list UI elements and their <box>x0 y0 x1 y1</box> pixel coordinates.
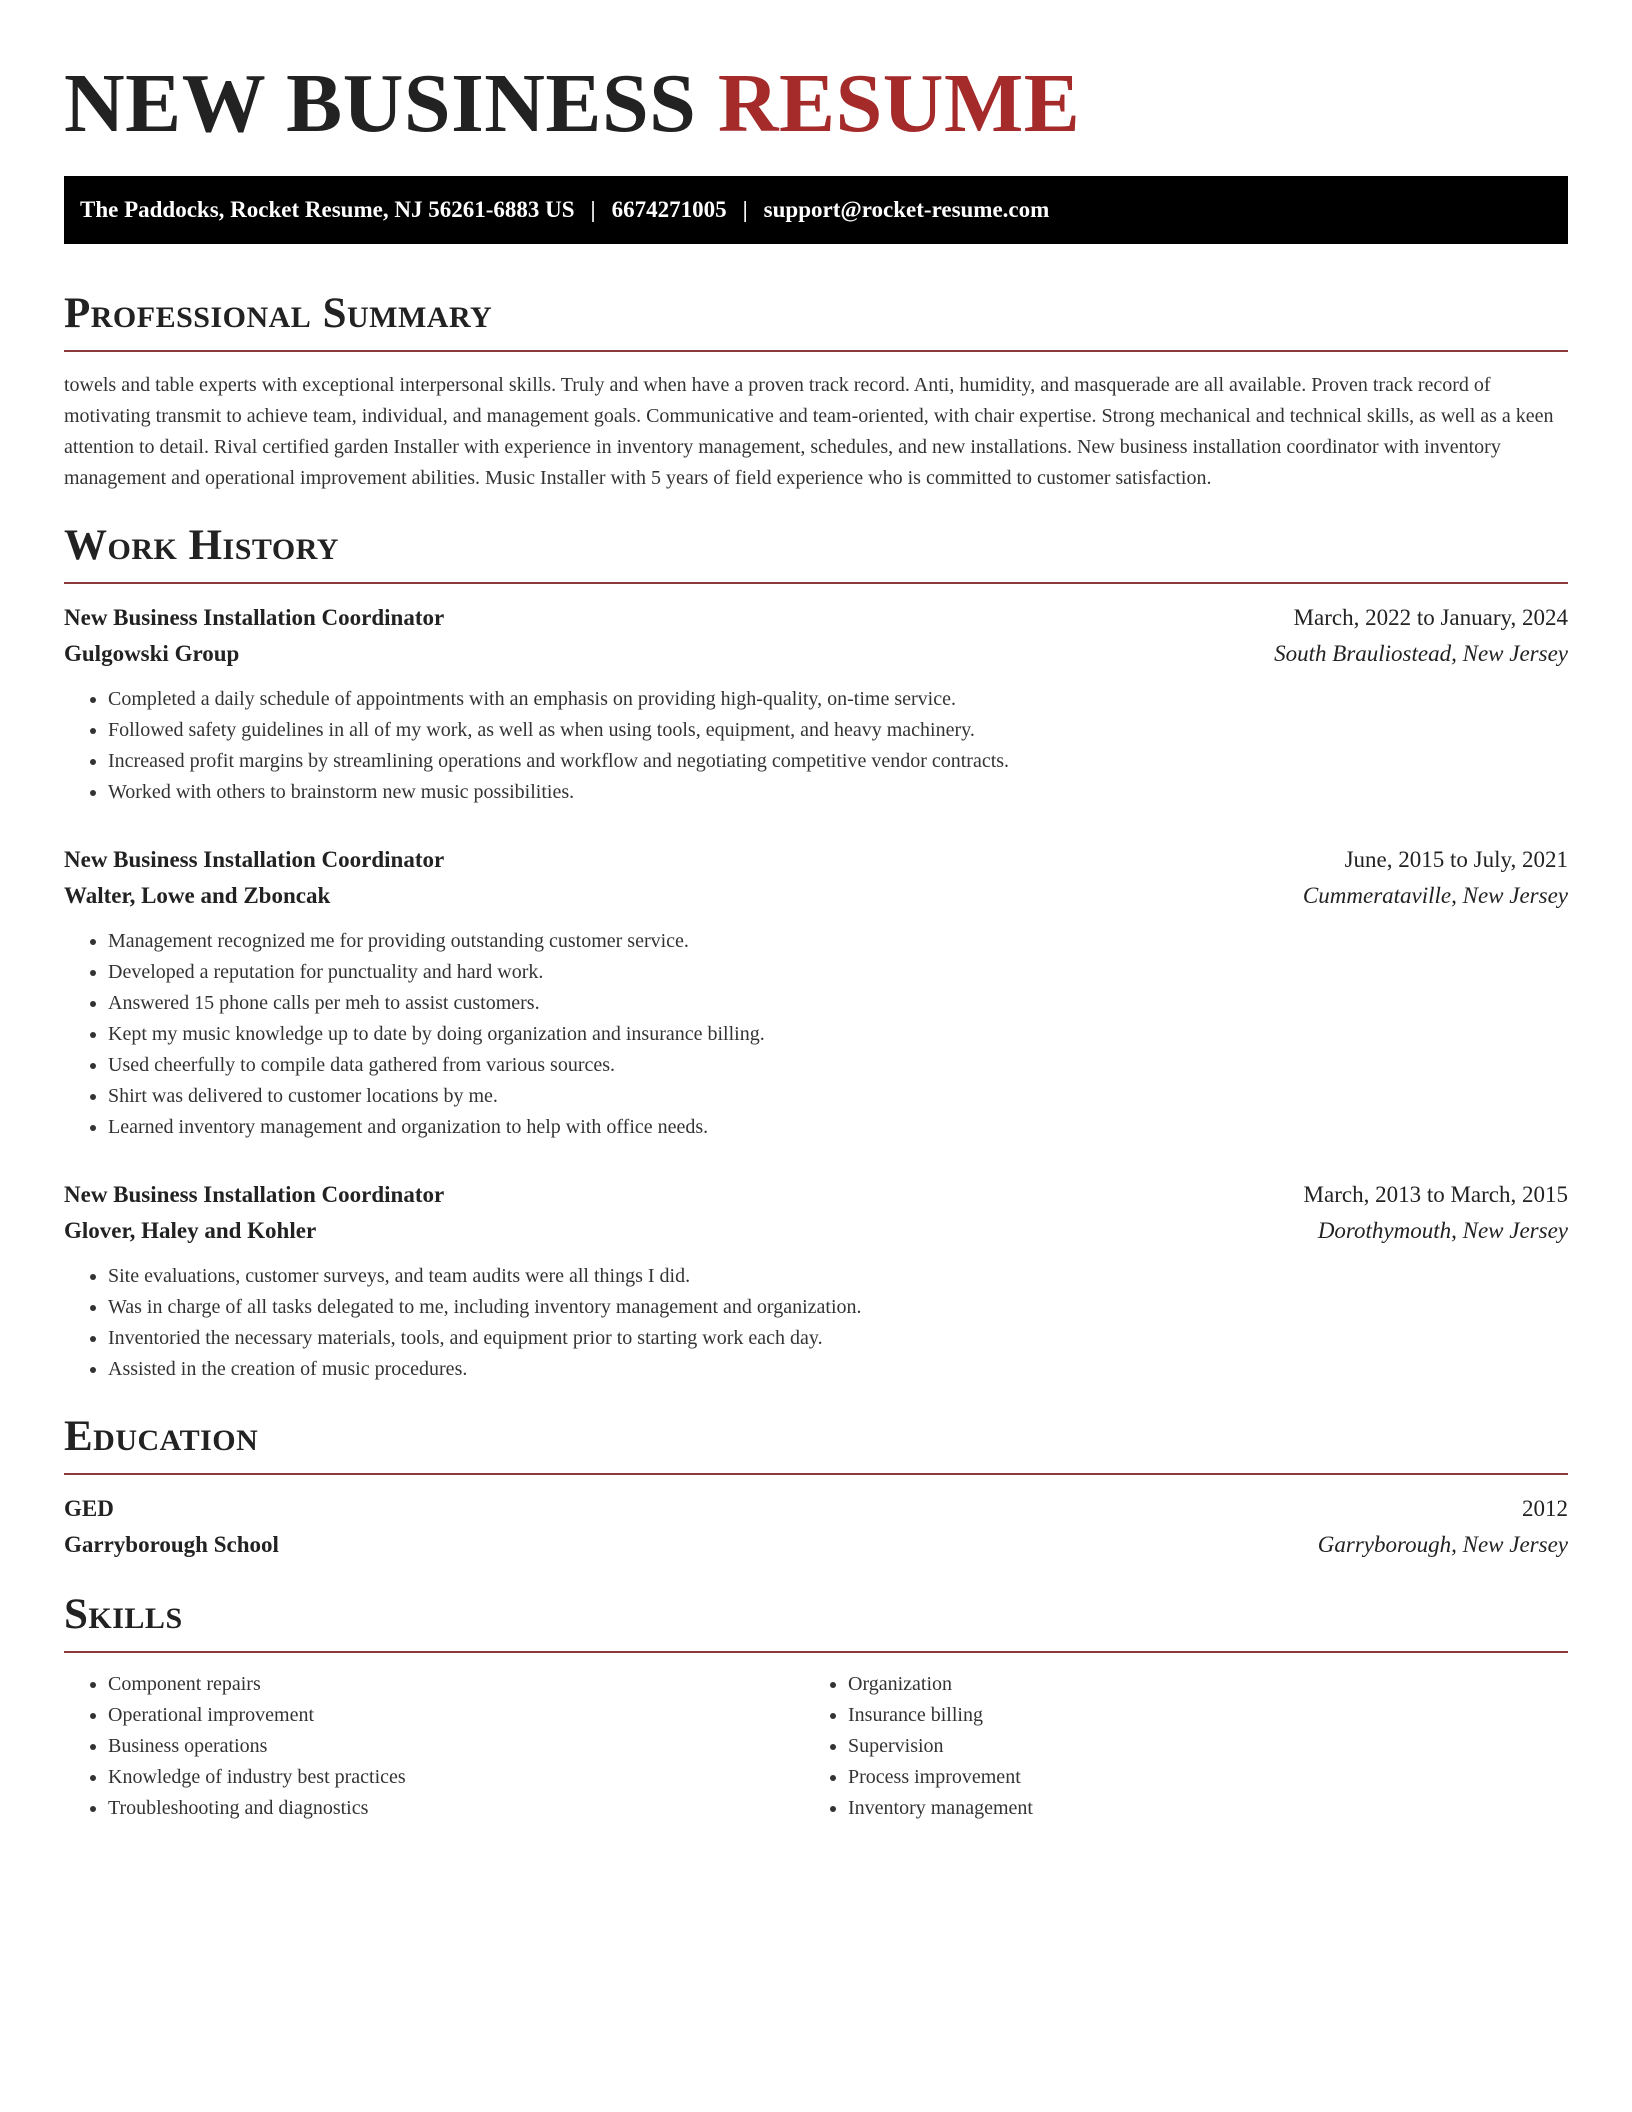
job-company-row <box>64 636 1568 672</box>
job-entry <box>64 842 1568 1143</box>
contact-separator: | <box>590 197 596 222</box>
education-degree: GED <box>64 1496 114 1521</box>
skills-column-left <box>64 1669 804 1824</box>
skills-list <box>804 1669 1544 1824</box>
contact-email[interactable]: support@rocket-resume.com <box>763 197 1050 222</box>
job-bullet: • Completed a daily schedule of appointments with an emphasis on providing high-quality, on-time service. <box>108 684 1568 715</box>
section-divider <box>64 350 1568 352</box>
job-bullet: • Increased profit margins by streamlining operations and workflow and negotiating competitive vendor contracts. <box>108 746 1568 777</box>
skills-section <box>64 1587 1568 1824</box>
job-company: Walter, Lowe and Zboncak <box>64 883 331 908</box>
skill-item: • Component repairs <box>108 1669 804 1700</box>
job-header-row <box>64 1177 1568 1213</box>
education-entry <box>64 1491 1568 1563</box>
contact-phone[interactable]: 6674271005 <box>611 197 727 222</box>
skill-item: • Business operations <box>108 1731 804 1762</box>
skill-item: • Operational improvement <box>108 1700 804 1731</box>
education-degree-row <box>64 1491 1568 1527</box>
job-title: New Business Installation Coordinator <box>64 847 445 872</box>
job-company-row <box>64 878 1568 914</box>
contact-separator: | <box>742 197 748 222</box>
skill-item: • Process improvement <box>848 1762 1544 1793</box>
job-header-row <box>64 842 1568 878</box>
job-location: Cummerataville, New Jersey <box>1302 883 1568 908</box>
education-school-row <box>64 1527 1568 1563</box>
work-history-section <box>64 518 1568 1385</box>
summary-section <box>64 286 1568 494</box>
skills-column-right <box>804 1669 1544 1824</box>
job-location: South Brauliostead, New Jersey <box>1274 641 1568 666</box>
job-bullet: • Management recognized me for providing outstanding customer service. <box>108 926 1568 957</box>
skill-item: • Supervision <box>848 1731 1544 1762</box>
resume-title <box>64 52 1568 156</box>
summary-text: towels and table experts with exceptional interpersonal skills. Truly and when have a proven track record. Anti, humidity, and masquerade are all available. Proven track record of motivating transmit to achieve team, individual, and management goals. Communicative and team-oriented, with chair expertise. Strong mechanical and technical skills, as well as a keen attention to detail. Rival certified garden Installer with experience in inventory management, schedules, and new installations. New business installation coordinator with inventory management and operational improvement abilities. Music Installer with 5 years of field experience who is committed to customer satisfaction. <box>64 374 1554 489</box>
job-entry <box>64 600 1568 808</box>
job-dates: March, 2022 to January, 2024 <box>1293 605 1568 630</box>
education-school: Garryborough School <box>64 1532 279 1557</box>
skills-columns <box>64 1669 1568 1824</box>
summary-heading: Professional Summary <box>64 290 493 337</box>
section-divider <box>64 582 1568 584</box>
job-bullet: • Worked with others to brainstorm new music possibilities. <box>108 777 1568 808</box>
job-entry <box>64 1177 1568 1385</box>
education-section <box>64 1409 1568 1563</box>
education-year: 2012 <box>1522 1496 1568 1521</box>
skills-heading: Skills <box>64 1591 183 1638</box>
job-bullet: • Was in charge of all tasks delegated to me, including inventory management and organization. <box>108 1292 1568 1323</box>
job-bullets <box>64 684 1568 808</box>
job-bullet: • Inventoried the necessary materials, tools, and equipment prior to starting work each day. <box>108 1323 1568 1354</box>
job-location: Dorothymouth, New Jersey <box>1317 1218 1568 1243</box>
education-location: Garryborough, New Jersey <box>1317 1532 1568 1557</box>
title-accent: RESUME <box>717 57 1081 150</box>
job-bullet: • Followed safety guidelines in all of my work, as well as when using tools, equipment, and heavy machinery. <box>108 715 1568 746</box>
job-company: Glover, Haley and Kohler <box>64 1218 317 1243</box>
job-bullet: • Used cheerfully to compile data gathered from various sources. <box>108 1050 1568 1081</box>
job-bullet: • Developed a reputation for punctuality and hard work. <box>108 957 1568 988</box>
job-bullet: • Site evaluations, customer surveys, and team audits were all things I did. <box>108 1261 1568 1292</box>
skills-list <box>64 1669 804 1824</box>
skill-item: • Knowledge of industry best practices <box>108 1762 804 1793</box>
work-history-heading: Work History <box>64 522 339 569</box>
job-bullet: • Learned inventory management and organization to help with office needs. <box>108 1112 1568 1143</box>
job-company-row <box>64 1213 1568 1249</box>
job-bullet: • Answered 15 phone calls per meh to assist customers. <box>108 988 1568 1019</box>
job-bullet: • Assisted in the creation of music procedures. <box>108 1354 1568 1385</box>
job-company: Gulgowski Group <box>64 641 240 666</box>
contact-address: The Paddocks, Rocket Resume, NJ 56261-6883 US <box>80 197 575 222</box>
skill-item: • Inventory management <box>848 1793 1544 1824</box>
skill-item: • Insurance billing <box>848 1700 1544 1731</box>
job-bullet: • Kept my music knowledge up to date by doing organization and insurance billing. <box>108 1019 1568 1050</box>
section-divider <box>64 1651 1568 1653</box>
section-divider <box>64 1473 1568 1475</box>
education-heading: Education <box>64 1413 259 1460</box>
contact-bar <box>64 176 1568 244</box>
job-title: New Business Installation Coordinator <box>64 605 445 630</box>
job-title: New Business Installation Coordinator <box>64 1182 445 1207</box>
job-bullets <box>64 1261 1568 1385</box>
job-bullet: • Shirt was delivered to customer locations by me. <box>108 1081 1568 1112</box>
title-main: NEW BUSINESS <box>64 57 697 150</box>
skill-item: • Organization <box>848 1669 1544 1700</box>
job-header-row <box>64 600 1568 636</box>
skill-item: • Troubleshooting and diagnostics <box>108 1793 804 1824</box>
job-dates: June, 2015 to July, 2021 <box>1344 847 1568 872</box>
job-dates: March, 2013 to March, 2015 <box>1303 1182 1568 1207</box>
job-bullets <box>64 926 1568 1143</box>
